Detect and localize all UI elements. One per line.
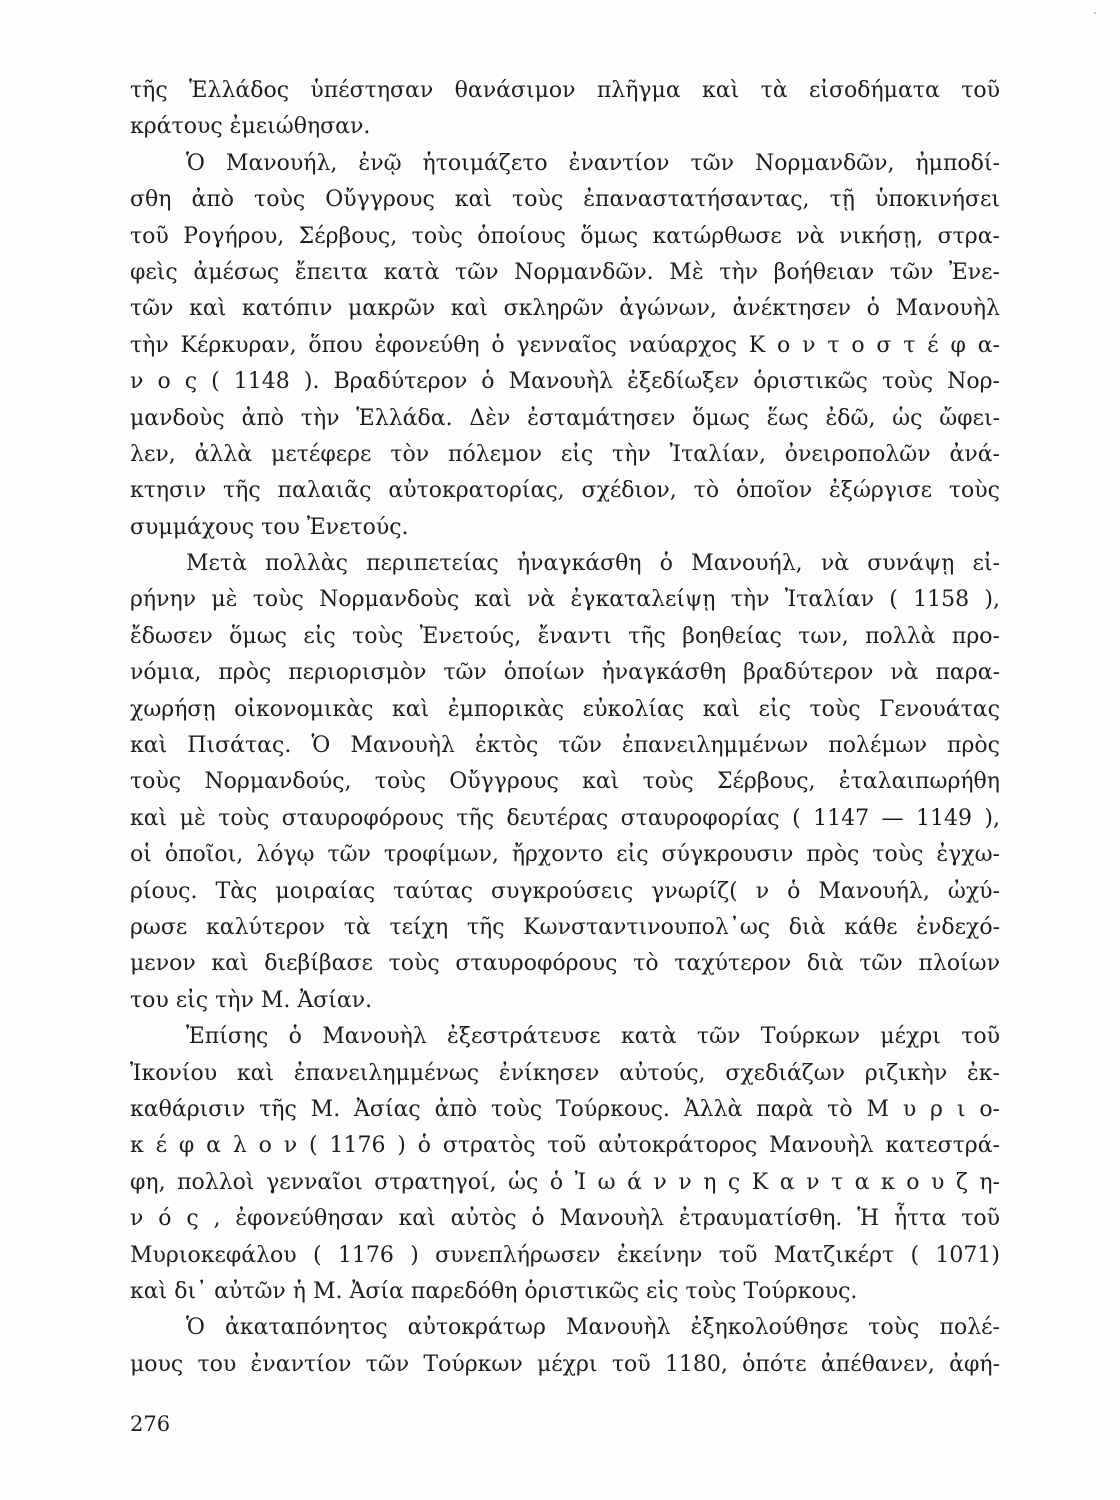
text-line: τοὺς Νορμανδούς, τοὺς Οὔγγρους καὶ τοὺς Σέρβους, ἐταλαιπωρήθη [130,769,1000,795]
text-line: ν ο ς ( 1148 ). Βραδύτερον ὁ Μανουὴλ ἐξεδίωξεν ὁριστικῶς τοὺς Νορ- [130,369,1000,395]
text-line: τὴν Κέρκυραν, ὅπου ἐφονεύθη ὁ γενναῖος ναύαρχος Κ ο ν τ ο σ τ έ φ α- [130,332,1000,358]
text-line: ρήνην μὲ τοὺς Νορμανδοὺς καὶ νὰ ἐγκαταλείψῃ τὴν Ἰταλίαν ( 1158 ), [130,587,1000,613]
text-line: νόμια, πρὸς περιορισμὸν τῶν ὁποίων ἠναγκάσθη βραδύτερον νὰ παρα- [130,660,1000,686]
text-line: του εἰς τὴν Μ. Ἀσίαν. [130,987,373,1013]
text-line: Μετὰ πολλὰς περιπετείας ἠναγκάσθη ὁ Μανουήλ, νὰ συνάψῃ εἰ- [186,551,1000,577]
text-line: λεν, ἀλλὰ μετέφερε τὸν πόλεμον εἰς τὴν Ἰταλίαν, ὀνειροπολῶν ἀνά- [130,441,1000,467]
text-line: καὶ μὲ τοὺς σταυροφόρους τῆς δευτέρας σταυροφορίας ( 1147 — 1149 ), [130,805,1000,831]
body-text [130,73,1000,1383]
text-line: ἔδωσεν ὅμως εἰς τοὺς Ἐνετούς, ἔναντι τῆς βοηθείας των, πολλὰ προ- [130,623,1000,649]
text-line: φη, πολλοὶ γενναῖοι στρατηγοί, ὡς ὁ Ἰ ω ά ν ν η ς Κ α ν τ α κ ο υ ζ η- [130,1169,1000,1195]
text-line: τοῦ Ρογήρου, Σέρβους, τοὺς ὁποίους ὅμως κατώρθωσε νὰ νικήσῃ, στρα- [130,223,1000,249]
text-line: οἱ ὁποῖοι, λόγῳ τῶν τροφίμων, ἤρχοντο εἰς σύγκρουσιν πρὸς τοὺς ἐγχω- [130,842,1000,868]
page-number: 276 [130,1412,171,1436]
text-line: κράτους ἐμειώθησαν. [130,114,371,140]
text-line: μους του ἐναντίον τῶν Τούρκων μέχρι τοῦ 1180, ὁπότε ἀπέθανεν, ἀφή- [130,1351,1000,1377]
text-line: σθη ἀπὸ τοὺς Οὔγγρους καὶ τοὺς ἐπαναστατήσαντας, τῇ ὑποκινήσει [130,187,1000,213]
text-line: καὶ Πισάτας. Ὁ Μανουὴλ ἐκτὸς τῶν ἐπανειλημμένων πολέμων πρὸς [130,733,1000,759]
text-line: χωρήσῃ οἰκονομικὰς καὶ ἐμπορικὰς εὐκολίας καὶ εἰς τοὺς Γενουάτας [130,696,1000,722]
paper-speck [1094,12,1096,14]
text-line: Ἐπίσης ὁ Μανουὴλ ἐξεστράτευσε κατὰ τῶν Τούρκων μέχρι τοῦ [186,1024,1000,1050]
text-line: ρίους. Τὰς μοιραίας ταύτας συγκρούσεις γνωρίζ( ν ὁ Μανουήλ, ὠχύ- [130,878,1000,904]
text-line: μενον καὶ διεβίβασε τοὺς σταυροφόρους τὸ ταχύτερον διὰ τῶν πλοίων [130,951,1000,977]
text-line: καθάρισιν τῆς Μ. Ἀσίας ἀπὸ τοὺς Τούρκους. Ἀλλὰ παρὰ τὸ Μ υ ρ ι ο- [130,1096,1000,1122]
text-line: Μυριοκεφάλου ( 1176 ) συνεπλήρωσεν ἐκείνην τοῦ Ματζικέρτ ( 1071) [130,1242,1000,1268]
text-line: κ έ φ α λ ο ν ( 1176 ) ὁ στρατὸς τοῦ αὐτοκράτορος Μανουὴλ κατεστρά- [130,1133,1000,1159]
text-line: φεὶς ἀμέσως ἔπειτα κατὰ τῶν Νορμανδῶν. Μὲ τὴν βοήθειαν τῶν Ἐνε- [130,259,1000,285]
text-line: ρωσε καλύτερον τὰ τείχη τῆς Κωνσταντινουπολ᾽ως διὰ κάθε ἐνδεχό- [130,914,1000,940]
text-line: Ἰκονίου καὶ ἐπανειλημμένως ἐνίκησεν αὐτούς, σχεδιάζων ριζικὴν ἐκ- [130,1060,1000,1086]
text-line: καὶ δι᾽ αὐτῶν ἡ Μ. Ἀσία παρεδόθη ὁριστικῶς εἰς τοὺς Τούρκους. [130,1278,858,1304]
text-line: τῆς Ἑλλάδος ὑπέστησαν θανάσιμον πλῆγμα καὶ τὰ εἰσοδήματα τοῦ [130,78,1000,103]
text-line: κτησιν τῆς παλαιᾶς αὐτοκρατορίας, σχέδιον, τὸ ὁποῖον ἐξώργισε τοὺς [130,478,1000,504]
text-line: Ὁ Μανουήλ, ἐνῷ ἡτοιμάζετο ἐναντίον τῶν Νορμανδῶν, ἠμποδί- [186,150,1000,176]
text-line: τῶν καὶ κατόπιν μακρῶν καὶ σκληρῶν ἀγώνων, ἀνέκτησεν ὁ Μανουὴλ [130,296,1000,322]
text-line: Ὁ ἀκαταπόνητος αὐτοκράτωρ Μανουὴλ ἐξηκολούθησε τοὺς πολέ- [186,1315,1000,1341]
text-line: ν ό ς , ἐφονεύθησαν καὶ αὐτὸς ὁ Μανουὴλ ἐτραυματίσθη. Ἡ ἧττα τοῦ [130,1206,1000,1232]
text-line: μανδοὺς ἀπὸ τὴν Ἑλλάδα. Δὲν ἐσταμάτησεν ὅμως ἕως ἐδῶ, ὡς ὤφει- [130,405,1000,431]
text-line: συμμάχους του Ἐνετούς. [130,514,409,540]
